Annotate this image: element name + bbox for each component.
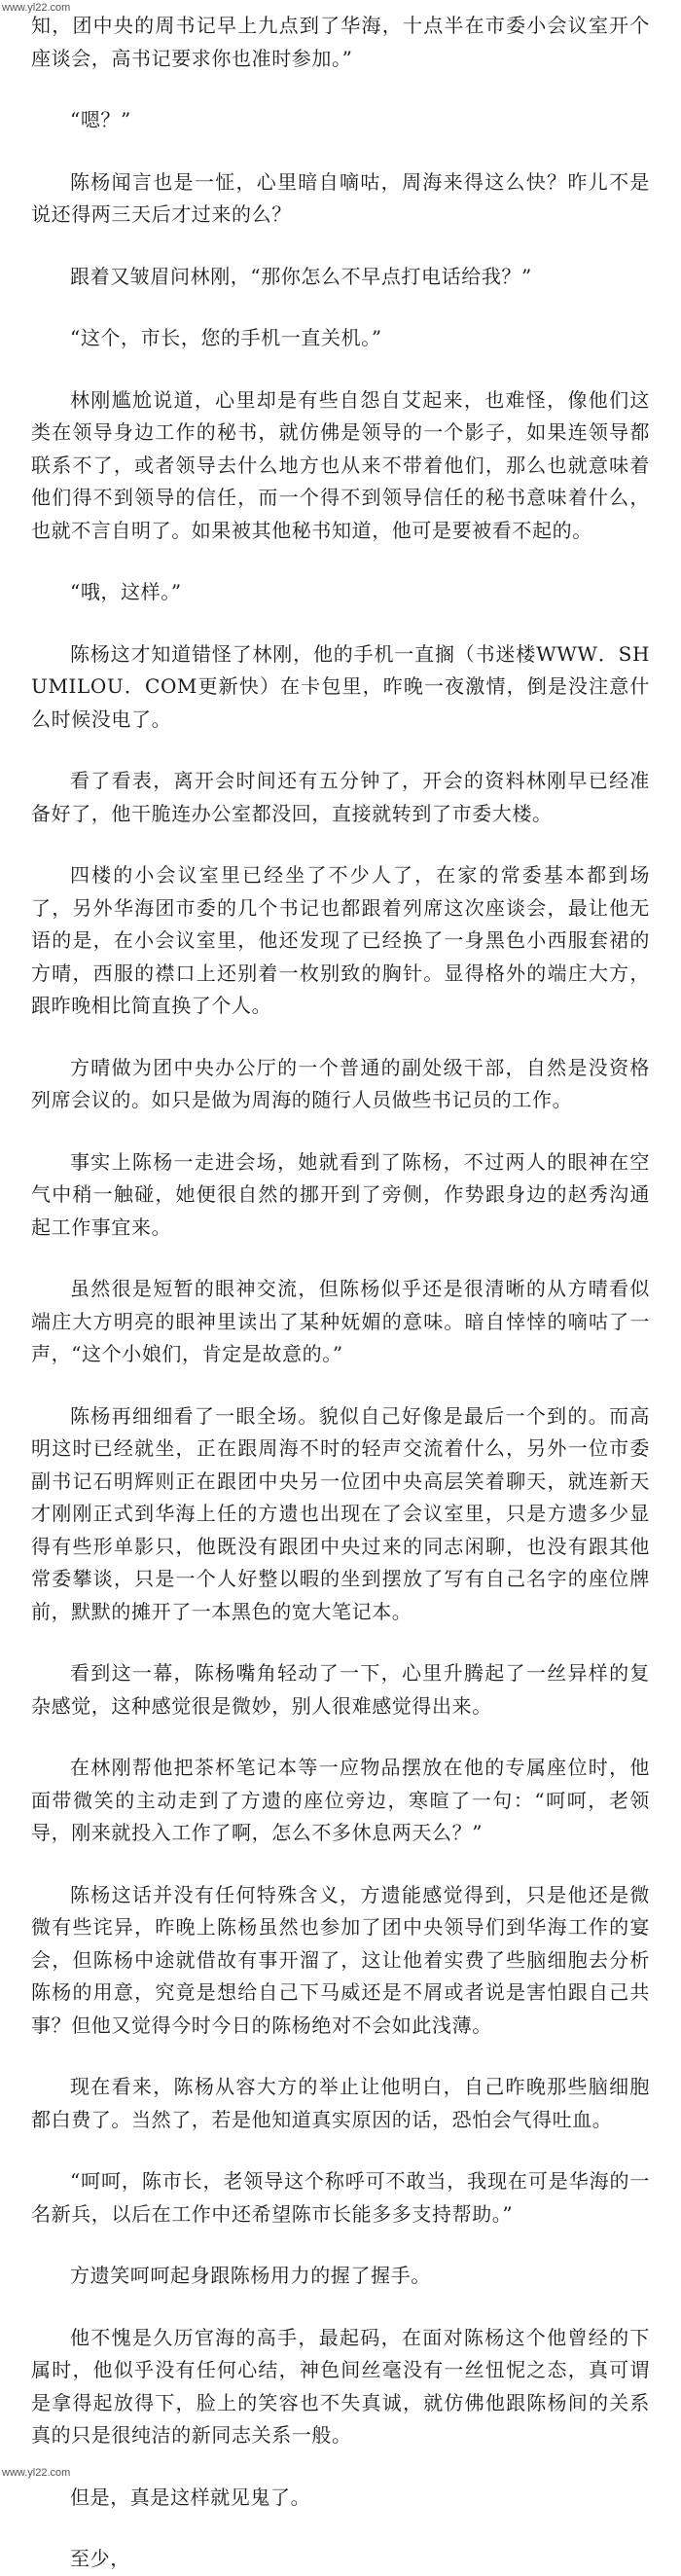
- paragraph: 看到这一幕，陈杨嘴角轻动了一下，心里升腾起了一丝异样的复杂感觉，这种感觉很是微妙，别人很难感觉得出来。: [31, 1661, 650, 1718]
- paragraph: 林刚尴尬说道，心里却是有些自怨自艾起来，也难怪，像他们这类在领导身边工作的秘书，就仿佛是领导的一个影子，如果连领导都联系不了，或者领导去什么地方也从来不带着他们，那么也就意味着他们得不到领导的信任，而一个得不到领导信任的秘书意味着什么，也就不言自明了。如果被其他秘书知道，他可是要被看不起的。: [31, 387, 650, 542]
- watermark-top: www.yl22.com: [2, 2, 71, 14]
- paragraph: 跟着又皱眉问林刚，“那你怎么不早点打电话给我？”: [70, 264, 532, 288]
- paragraph: 他不愧是久历官海的高手，最起码，在面对陈杨这个他曾经的下属时，他似乎没有任何心结，神色间丝毫没有一丝忸怩之态，真可谓是拿得起放得下，脸上的笑容也不失真诚，就仿佛他跟陈杨间的关系真的只是很纯洁的新同志关系一般。: [31, 2325, 650, 2447]
- paragraph: 四楼的小会议室里已经坐了不少人了，在家的常委基本都到场了，另外华海团市委的几个书记也都跟着列席这次座谈会，最让他无语的是，在小会议室里，他还发现了已经换了一身黑色小西服套裙的方晴，西服的襟口上还别着一枚别致的胸针。显得格外的端庄大方，跟昨晚相比简直换了个人。: [31, 863, 650, 1017]
- watermark-bottom: www.yl22.com: [2, 2467, 71, 2479]
- paragraph: 方遗笑呵呵起身跟陈杨用力的握了握手。: [70, 2264, 431, 2287]
- paragraph: “呵呵，陈市长，老领导这个称呼可不敢当，我现在可是华海的一名新兵，以后在工作中还希望陈市长能多多支持帮助。”: [31, 2169, 650, 2226]
- paragraph: 至少，: [70, 2547, 130, 2570]
- paragraph: 在林刚帮他把茶杯笔记本等一应物品摆放在他的专属座位时，他面带微笑的主动走到了方遗的座位旁边，寒暄了一句：“呵呵，老领导，刚来就投入工作了啊，怎么不多休息两天么？”: [31, 1756, 650, 1844]
- paragraph: 陈杨这话并没有任何特殊含义，方遗能感觉得到，只是他还是微微有些诧异，昨晚上陈杨虽然也参加了团中央领导们到华海工作的宴会，但陈杨中途就借故有事开溜了，这让他着实费了些脑细胞去分析陈杨的用意，究竟是想给自己下马威还是不屑或者说是害怕跟自己共事？但他又觉得今时今日的陈杨绝对不会如此浅薄。: [31, 1882, 650, 2037]
- paragraph: 事实上陈杨一走进会场，她就看到了陈杨，不过两人的眼神在空气中稍一触碰，她便很自然的挪开到了旁侧，作势跟身边的赵秀沟通起工作事宜来。: [31, 1149, 650, 1239]
- paragraph: 看了看表，离开会时间还有五分钟了，开会的资料林刚早已经准备好了，他干脆连办公室都没回，直接就转到了市委大楼。: [31, 769, 650, 825]
- paragraph: “嗯？”: [70, 108, 131, 131]
- paragraph: 陈杨再细细看了一眼全场。貌似自己好像是最后一个到的。而高明这时已经就坐，正在跟周海不时的轻声交流着什么，另外一位市委副书记石明辉则正在跟团中央另一位团中央高层笑着聊天，就连新天才刚刚正式到华海上任的方遗也出现在了会议室里，只是方遗多少显得有些形单影只，他既没有跟团中央过来的同志闲聊，也没有跟其他常委攀谈，只是一个人好整以暇的坐到摆放了写有自己名字的座位牌前，默默的摊开了一本黑色的宽大笔记本。: [31, 1403, 650, 1623]
- paragraph: 陈杨闻言也是一怔，心里暗自嘀咕，周海来得这么快？昨儿不是说还得两三天后才过来的么？: [31, 169, 650, 226]
- paragraph: 陈杨这才知道错怪了林刚，他的手机一直搁（书迷楼WWW．SHUMILOU．COM更新快）在卡包里，昨晚一夜激情，倒是没注意什么时候没电了。: [31, 641, 650, 731]
- paragraph: 知，团中央的周书记早上九点到了华海，十点半在市委小会议室开个座谈会，高书记要求你也准时参加。”: [31, 14, 650, 70]
- paragraph: “这个，市长，您的手机一直关机。”: [70, 326, 382, 349]
- paragraph: 方晴做为团中央办公厅的一个普通的副处级干部，自然是没资格列席会议的。如只是做为周海的随行人员做些书记员的工作。: [31, 1055, 650, 1111]
- paragraph: 现在看来，陈杨从容大方的举止让他明白，自己昨晚那些脑细胞都白费了。当然了，若是他知道真实原因的话，恐怕会气得吐血。: [31, 2075, 650, 2131]
- paragraph: 虽然很是短暂的眼神交流，但陈杨似乎还是很清晰的从方晴看似端庄大方明亮的眼神里读出了某种妩媚的意味。暗自悻悻的嘀咕了一声，“这个小娘们，肯定是故意的。”: [31, 1277, 650, 1365]
- paragraph: “哦，这样。”: [70, 580, 182, 603]
- paragraph: 但是，真是这样就见鬼了。: [70, 2485, 311, 2509]
